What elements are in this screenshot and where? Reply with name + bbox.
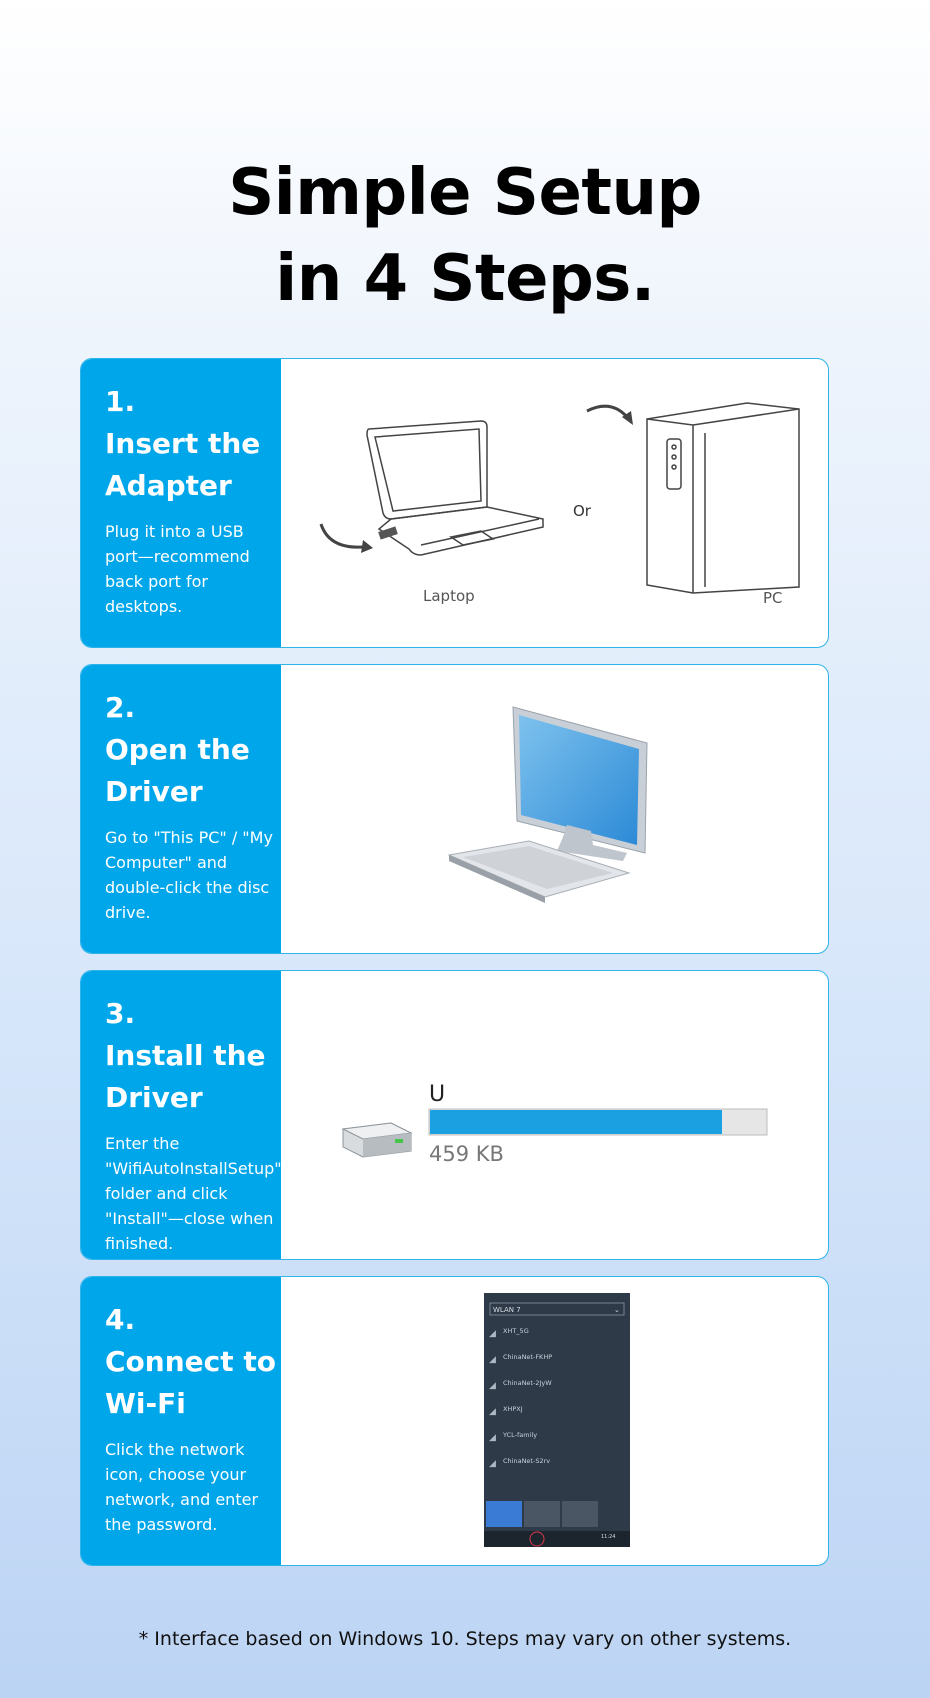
- wifi-signal-icon: ◢: [489, 1329, 496, 1339]
- usb-drive-icon[interactable]: [343, 1123, 411, 1157]
- title-line-1: Simple Setup: [228, 156, 702, 230]
- network-item[interactable]: YCL-family: [503, 1431, 538, 1439]
- pc-label: PC: [763, 589, 783, 607]
- arrow-right-icon: [587, 406, 627, 417]
- quick-action-3[interactable]: [562, 1501, 598, 1527]
- chevron-down-icon: ⌄: [614, 1306, 620, 1314]
- network-item[interactable]: XHPXJ: [503, 1405, 523, 1413]
- wifi-panel: [484, 1293, 630, 1547]
- network-item[interactable]: XHT_5G: [503, 1327, 529, 1335]
- step-3-card: [80, 970, 829, 1260]
- footnote: * Interface based on Windows 10. Steps may vary on other systems.: [138, 1628, 792, 1650]
- step-4-heading: Connect to Wi-Fi: [105, 1345, 276, 1420]
- step-2-heading: Open the Driver: [105, 733, 250, 808]
- step-4-illustration: [281, 1277, 829, 1565]
- wifi-signal-icon: ◢: [489, 1407, 496, 1417]
- desktop-computer-icon: [449, 707, 647, 903]
- step-2-number: 2.: [105, 691, 136, 724]
- title-line-2: in 4 Steps.: [275, 242, 655, 316]
- wlan-dropdown-label: WLAN 7: [493, 1306, 521, 1314]
- step-1-card: [80, 358, 829, 648]
- network-item[interactable]: ChinaNet-S2rv: [503, 1457, 551, 1465]
- quick-action-2[interactable]: [524, 1501, 560, 1527]
- step-3-description: Enter the "WifiAutoInstallSetup" folder and click "Install"—close when finished.: [105, 1134, 282, 1253]
- step-1-heading: Insert the Adapter: [105, 427, 261, 502]
- drive-letter-label: U: [429, 1082, 446, 1107]
- step-1-illustration: [281, 359, 829, 647]
- step-2-illustration: [281, 665, 829, 953]
- step-4-number: 4.: [105, 1303, 136, 1336]
- step-1-number: 1.: [105, 385, 136, 418]
- step-4-description: Click the network icon, choose your network, and enter the password.: [105, 1440, 259, 1534]
- network-item[interactable]: ChinaNet-2JyW: [503, 1379, 552, 1387]
- wifi-signal-icon: ◢: [489, 1433, 496, 1443]
- step-2-panel: [81, 665, 281, 953]
- wifi-signal-icon: ◢: [489, 1355, 496, 1365]
- step-4-card: [80, 1276, 829, 1566]
- network-item[interactable]: ChinaNet-FKHP: [503, 1353, 553, 1361]
- step-2-description: Go to "This PC" / "My Computer" and double-click the disc drive.: [105, 828, 273, 922]
- laptop-label: Laptop: [423, 587, 475, 605]
- step-3-heading: Install the Driver: [105, 1039, 266, 1114]
- taskbar-clock: 11:24: [601, 1534, 616, 1540]
- step-3-illustration: [281, 971, 829, 1259]
- pc-tower-icon: [647, 403, 799, 593]
- step-3-number: 3.: [105, 997, 136, 1030]
- drive-size-label: 459 KB: [429, 1142, 504, 1166]
- wifi-signal-icon: ◢: [489, 1459, 496, 1469]
- step-2-card: [80, 664, 829, 954]
- page-title: [0, 150, 930, 322]
- step-3-panel: [81, 971, 281, 1259]
- arrow-left-icon: [321, 524, 363, 547]
- step-1-description: Plug it into a USB port—recommend back port for desktops.: [105, 522, 250, 616]
- quick-action-network[interactable]: [486, 1501, 522, 1527]
- drive-usage-fill: [430, 1110, 722, 1134]
- step-1-panel: [81, 359, 281, 647]
- or-label: Or: [573, 502, 591, 520]
- usb-adapter-icon: [378, 526, 398, 539]
- step-4-panel: [81, 1277, 281, 1565]
- wifi-signal-icon: ◢: [489, 1381, 496, 1391]
